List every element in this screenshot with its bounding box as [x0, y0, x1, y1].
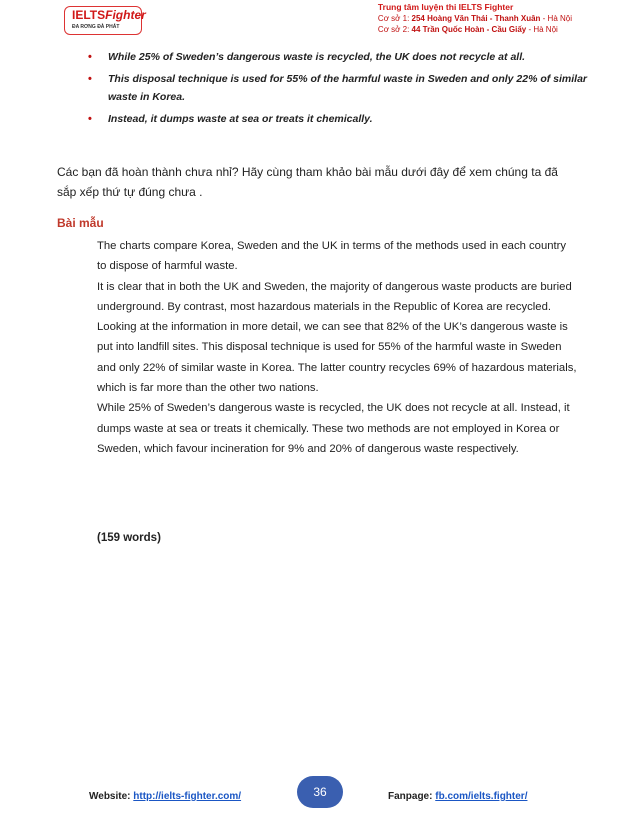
- essay-paragraph-3: Looking at the information in more detail, we can see that 82% of the UK’s dangerous waste is put into landfill sites. This disposal technique is used for 55% of the harmful waste in Sweden and only 22% of similar waste in Korea. The latter country recycles 69% of hazardous materials, which is far more than the other two nations.: [97, 321, 577, 395]
- website-link[interactable]: http://ielts-fighter.com/: [133, 791, 242, 802]
- essay-paragraph-4: While 25% of Sweden’s dangerous waste is recycled, the UK does not recycle at all. Instead, it dumps waste at sea or treats it chemically. These two methods are not employed in Korea or Sweden, which favour incineration for 9% and 20% of dangerous waste respectively.: [97, 402, 570, 455]
- website-label: Website:: [89, 791, 134, 802]
- bullet-dot-icon: •: [88, 113, 92, 125]
- section-title: Bài mẫu: [57, 216, 104, 230]
- logo-text: [72, 8, 146, 22]
- fanpage-label: Fanpage:: [388, 791, 436, 802]
- bullet-item: [88, 70, 588, 106]
- essay-paragraph-2: It is clear that in both the UK and Sweden, the majority of dangerous waste products are buried underground. By contrast, most hazardous materials in the Republic of Korea are recycled.: [97, 280, 572, 313]
- logo-fighter-text: Fighter: [105, 8, 146, 22]
- branch-2-prefix: Cơ sở 2:: [377, 25, 412, 34]
- essay-paragraph-1: The charts compare Korea, Sweden and the UK in terms of the methods used in each country to dispose of harmful waste.: [97, 240, 567, 273]
- word-count: (159 words): [97, 532, 161, 544]
- branch-2-address: 44 Trần Quốc Hoàn - Cầu Giấy: [411, 25, 527, 34]
- bullet-list: [88, 48, 588, 132]
- page-footer: [0, 776, 638, 816]
- branch-1-prefix: Cơ sở 1:: [377, 14, 412, 23]
- branch-2-city: - Hà Nội: [526, 25, 558, 34]
- page-header: [0, 0, 638, 38]
- bullet-item: [88, 48, 588, 66]
- bullet-text: Instead, it dumps waste at sea or treats it chemically.: [108, 113, 373, 125]
- bullet-item: [88, 110, 588, 128]
- branch-2: [378, 24, 572, 35]
- logo-main-text: IELTS: [72, 8, 106, 22]
- bullet-text: This disposal technique is used for 55% of the harmful waste in Sweden and only 22% of similar waste in Korea.: [108, 73, 588, 103]
- intro-paragraph: Các bạn đã hoàn thành chưa nhỉ? Hãy cùng tham khảo bài mẫu dưới đây để xem chúng ta đã sắp xếp thứ tự đúng chưa .: [57, 165, 558, 199]
- logo-subtext: ĐA RƠNG ĐÀ PHÁT: [72, 24, 120, 30]
- bullet-dot-icon: •: [88, 73, 92, 85]
- bullet-dot-icon: •: [88, 51, 92, 63]
- bullet-text: While 25% of Sweden’s dangerous waste is recycled, the UK does not recycle at all.: [108, 51, 526, 63]
- branch-1-city: - Hà Nội: [540, 14, 572, 23]
- ielts-fighter-logo: [64, 2, 146, 36]
- center-info: [378, 2, 572, 35]
- branch-1: [378, 13, 572, 24]
- page-number-badge: 36: [297, 776, 343, 808]
- footer-fanpage: [388, 791, 527, 802]
- footer-website: [89, 791, 241, 802]
- fanpage-link[interactable]: fb.com/ielts.fighter/: [435, 791, 528, 802]
- center-title: Trung tâm luyện thi IELTS Fighter: [377, 2, 514, 12]
- sample-essay: [97, 236, 577, 459]
- branch-1-address: 254 Hoàng Văn Thái - Thanh Xuân: [411, 14, 541, 23]
